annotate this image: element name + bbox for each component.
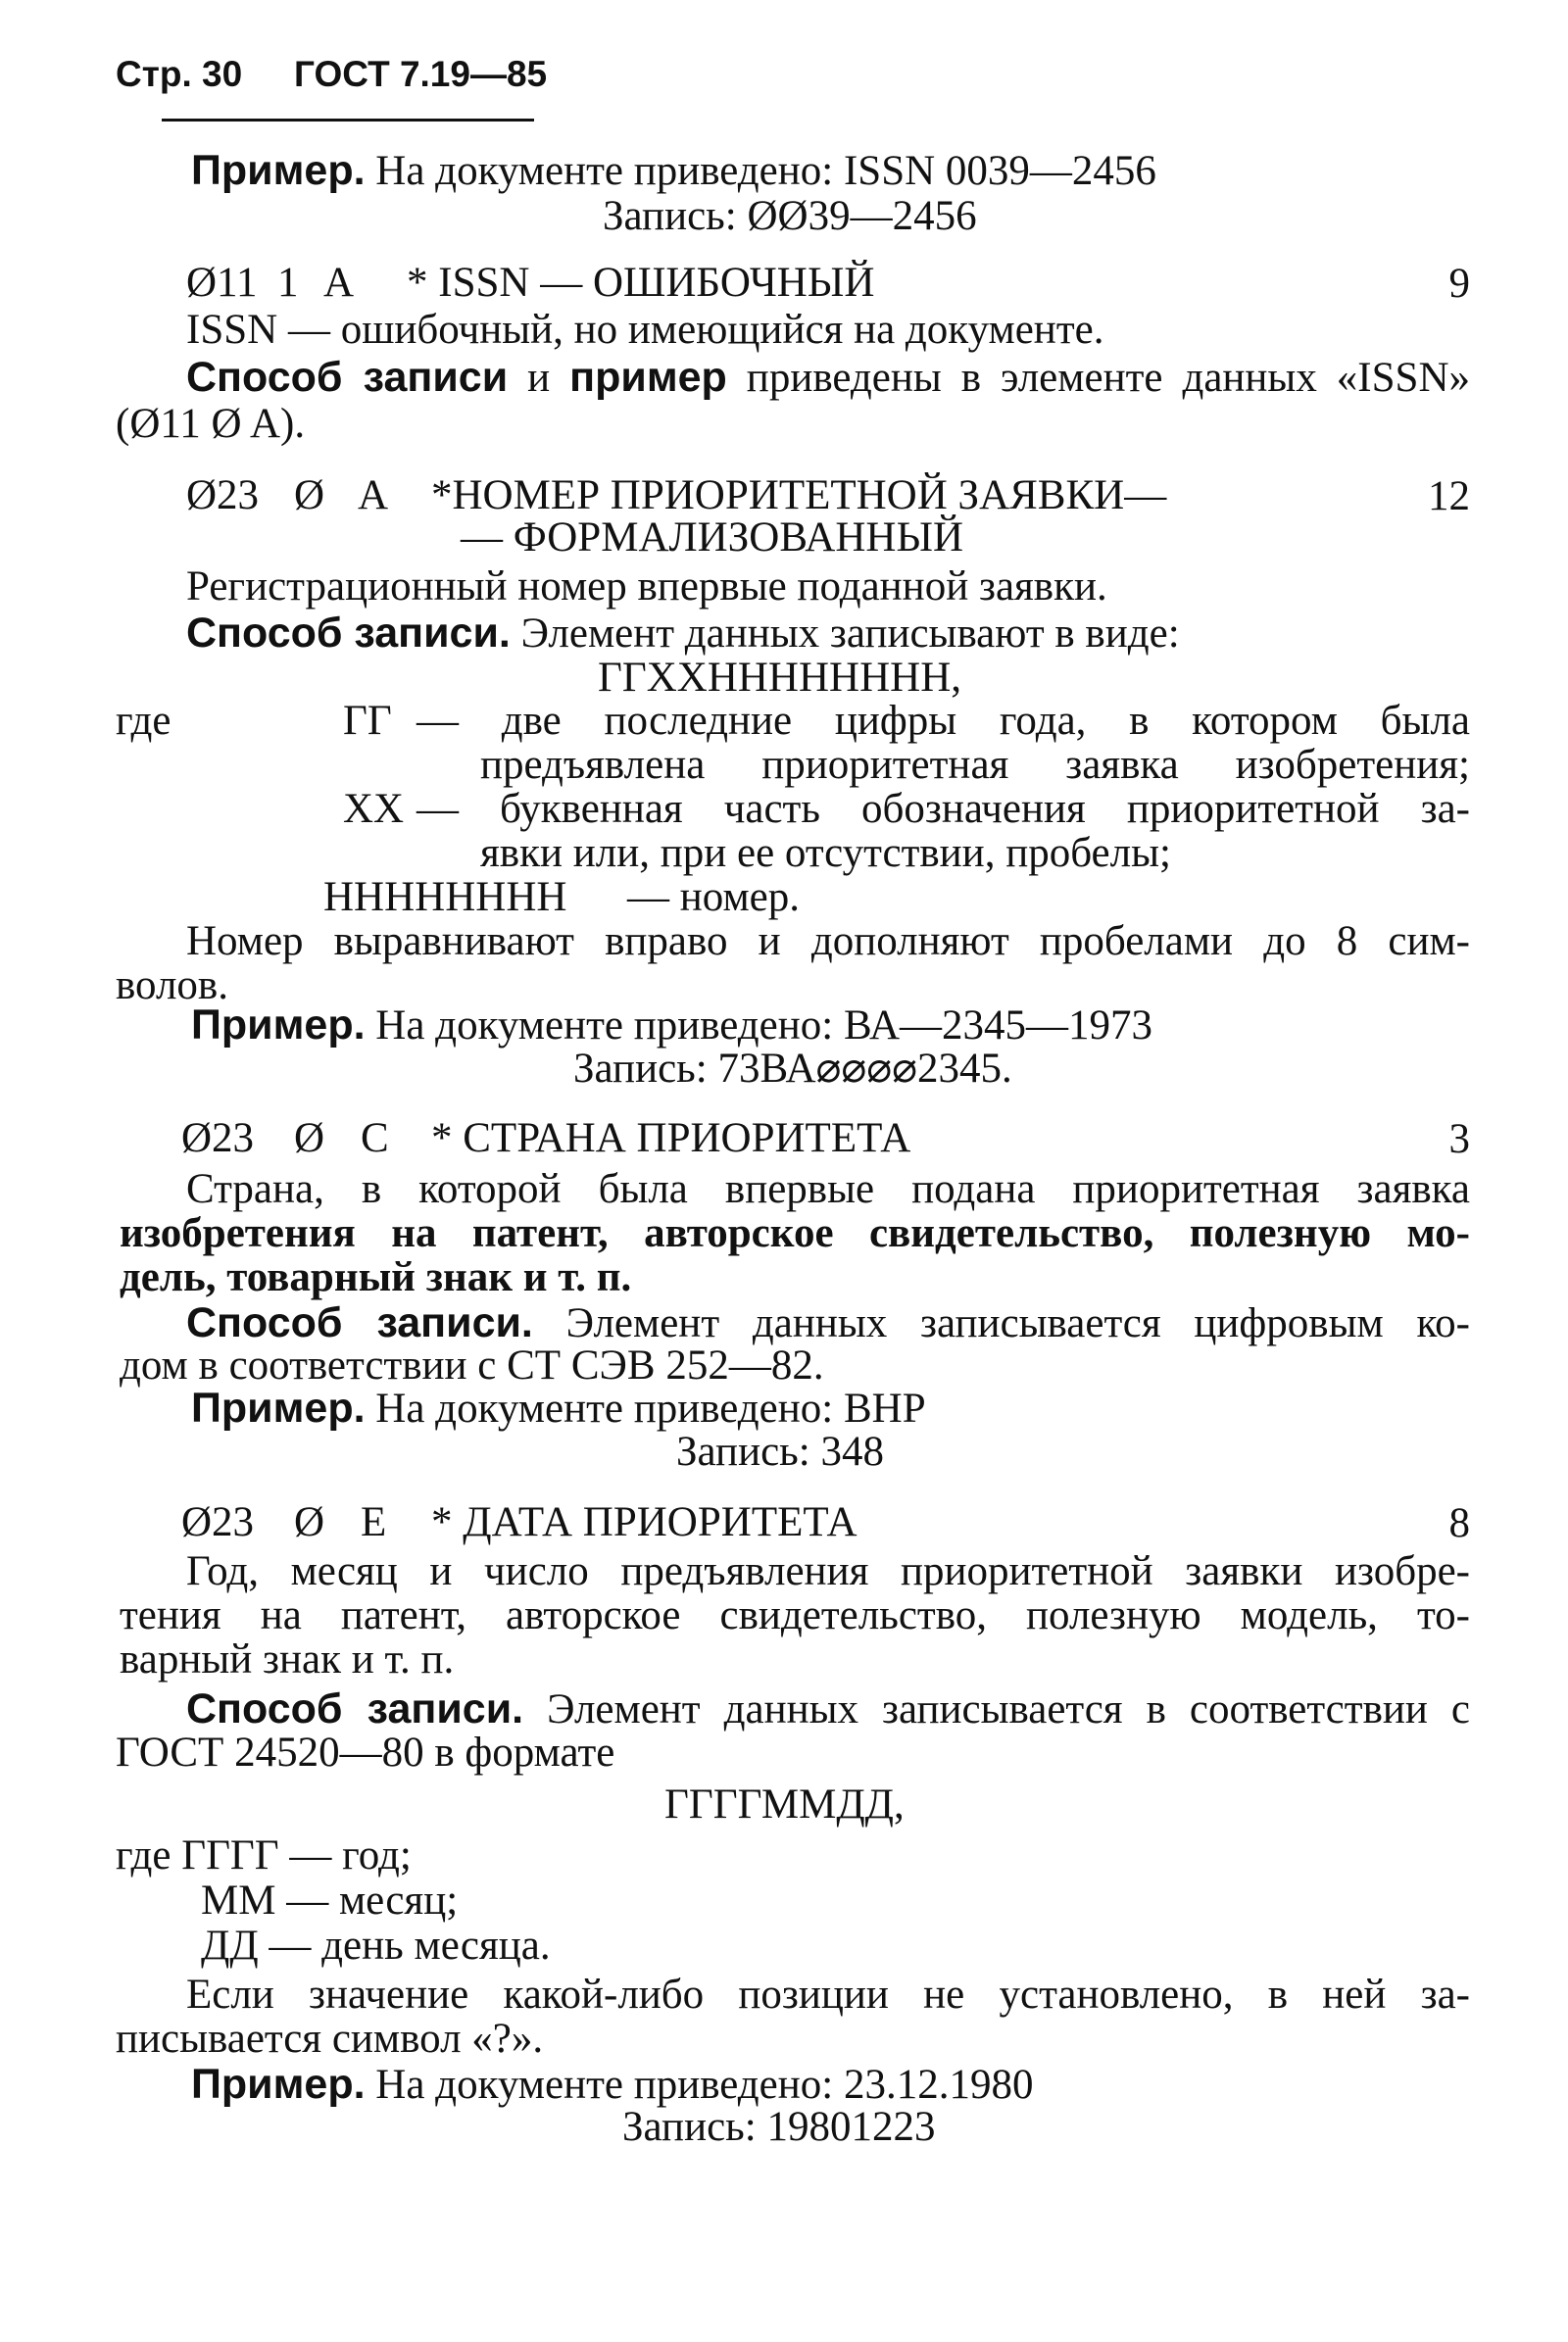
entry-023a-note-line2: волов. (116, 962, 228, 1008)
method-label: Способ записи. (186, 1685, 524, 1732)
entry-011-length: 9 (1448, 261, 1470, 307)
entry-023c-method-line2: дом в соответствии с СТ СЭВ 252—82. (120, 1342, 824, 1389)
entry-023c-desc-line2: изобретения на патент, авторское свидетельство, полезную мо- (120, 1210, 1470, 1256)
entry-023e-tag: Ø23 (181, 1499, 255, 1545)
example-text: На документе приведено: ISSN 0039—2456 (365, 148, 1156, 194)
example-label: Пример. (191, 1385, 366, 1432)
example-label: Пример. (191, 147, 366, 194)
entry-023e-method-line2: ГОСТ 24520—80 в формате (116, 1730, 615, 1776)
entry-023a-length: 12 (1428, 473, 1470, 519)
entry-023c-tag: Ø23 (181, 1115, 255, 1161)
def-term-gg: ГГ (343, 698, 392, 744)
entry-023e-method-line1: Способ записи. Элемент данных записывается в соответствии с (186, 1685, 1470, 1732)
entry-023c-length: 3 (1448, 1116, 1470, 1162)
entry-011-title: * ISSN — ОШИБОЧНЫЙ (407, 260, 875, 306)
intro-example-line (191, 147, 1156, 195)
example-label: Пример. (191, 2061, 366, 2108)
entry-011-method-line: Способ записи и пример приведены в элементе данных «ISSN» (186, 354, 1471, 401)
entry-023a-tag: Ø23 (186, 472, 260, 518)
entry-023c-example: Пример. На документе приведено: ВНР (191, 1385, 926, 1432)
def-yyyy: где ГГГГ — год; (116, 1832, 412, 1878)
standard-code: ГОСТ 7.19—85 (294, 54, 548, 94)
entry-023e-title: * ДАТА ПРИОРИТЕТА (431, 1499, 858, 1545)
def-xx-line1: — буквенная часть обозначения приоритетной за- (416, 786, 1470, 832)
method-label: Способ записи. (186, 1299, 533, 1346)
entry-023e-note-line1: Если значение какой-либо позиции не установлено, в ней за- (186, 1972, 1470, 2018)
entry-023c-title: * СТРАНА ПРИОРИТЕТА (431, 1115, 911, 1161)
entry-023c-desc-line1: Страна, в которой была впервые подана приоритетная заявка (186, 1166, 1470, 1212)
entry-023c-indicator: Ø (294, 1115, 325, 1161)
def-hhh-line1: — номер. (627, 874, 800, 920)
entry-023e-example: Пример. На документе приведено: 23.12.1980 (191, 2061, 1034, 2108)
method-label: Способ записи. (186, 610, 511, 657)
entry-011-indicator: 1 (277, 260, 299, 306)
entry-023e-note-line2: писывается символ «?». (116, 2016, 544, 2062)
entry-023e-length: 8 (1448, 1500, 1470, 1546)
entry-011-subfield: A (323, 260, 355, 306)
def-xx-line2: явки или, при ее отсутствии, пробелы; (480, 830, 1171, 876)
entry-023a-example: Пример. На документе приведено: ВА—2345—1973 (191, 1001, 1153, 1049)
entry-023c-record: Запись: 348 (676, 1429, 884, 1475)
entry-023a-desc: Регистрационный номер впервые поданной заявки. (186, 563, 1107, 610)
entry-023e-desc-line1: Год, месяц и число предъявления приоритетной заявки изобре- (186, 1548, 1470, 1594)
entry-023a-subfield: A (358, 472, 389, 518)
entry-023a-indicator: Ø (294, 472, 325, 518)
method-label: Способ записи (186, 354, 509, 401)
entry-023e-format: ГГГГММДД, (664, 1781, 905, 1828)
entry-023e-indicator: Ø (294, 1499, 325, 1545)
entry-023e-record: Запись: 19801223 (622, 2104, 936, 2150)
page-number: Стр. 30 (116, 54, 243, 94)
example-label: пример (569, 354, 727, 401)
entry-023c-method-line1: Способ записи. Элемент данных записывается цифровым ко- (186, 1299, 1471, 1346)
entry-023c-desc-line3: дель, товарный знак и т. п. (120, 1254, 632, 1300)
entry-023e-desc-line2: тения на патент, авторское свидетельство, полезную модель, то- (120, 1592, 1470, 1638)
intro-record: Запись: ØØ39—2456 (603, 193, 977, 239)
entry-023a-format: ГГXXHHHHHHHH, (598, 655, 962, 701)
def-term-xx: XX (343, 786, 405, 832)
entry-011-desc: ISSN — ошибочный, но имеющийся на документе. (186, 307, 1104, 353)
def-gg-line1: — две последние цифры года, в котором была (416, 698, 1470, 744)
entry-023a-title-cont: — ФОРМАЛИЗОВАННЫЙ (461, 514, 963, 561)
entry-011-method-ref: (Ø11 Ø A). (116, 401, 306, 447)
entry-023c-subfield: C (361, 1115, 389, 1161)
entry-011-tag: Ø11 (186, 260, 258, 306)
entry-023e-subfield: E (361, 1499, 387, 1545)
example-label: Пример. (191, 1001, 366, 1049)
def-term-hhh: HHHHHHHH (323, 874, 567, 920)
entry-023e-desc-line3: варный знак и т. п. (120, 1636, 455, 1683)
entry-023a-record: Запись: 73ВА⌀⌀⌀⌀2345. (573, 1046, 1012, 1092)
def-gg-line2: предъявлена приоритетная заявка изобретения; (480, 742, 1470, 788)
def-dd: ДД — день месяца. (201, 1923, 551, 1969)
entry-023a-title: *НОМЕР ПРИОРИТЕТНОЙ ЗАЯВКИ— (431, 472, 1167, 518)
entry-023a-note-line1: Номер выравнивают вправо и дополняют пробелами до 8 сим- (186, 918, 1470, 964)
entry-023a-method: Способ записи. Элемент данных записывают в виде: (186, 610, 1180, 657)
where-label: где (116, 698, 172, 744)
header-rule (162, 119, 534, 122)
def-mm: ММ — месяц; (201, 1878, 459, 1924)
